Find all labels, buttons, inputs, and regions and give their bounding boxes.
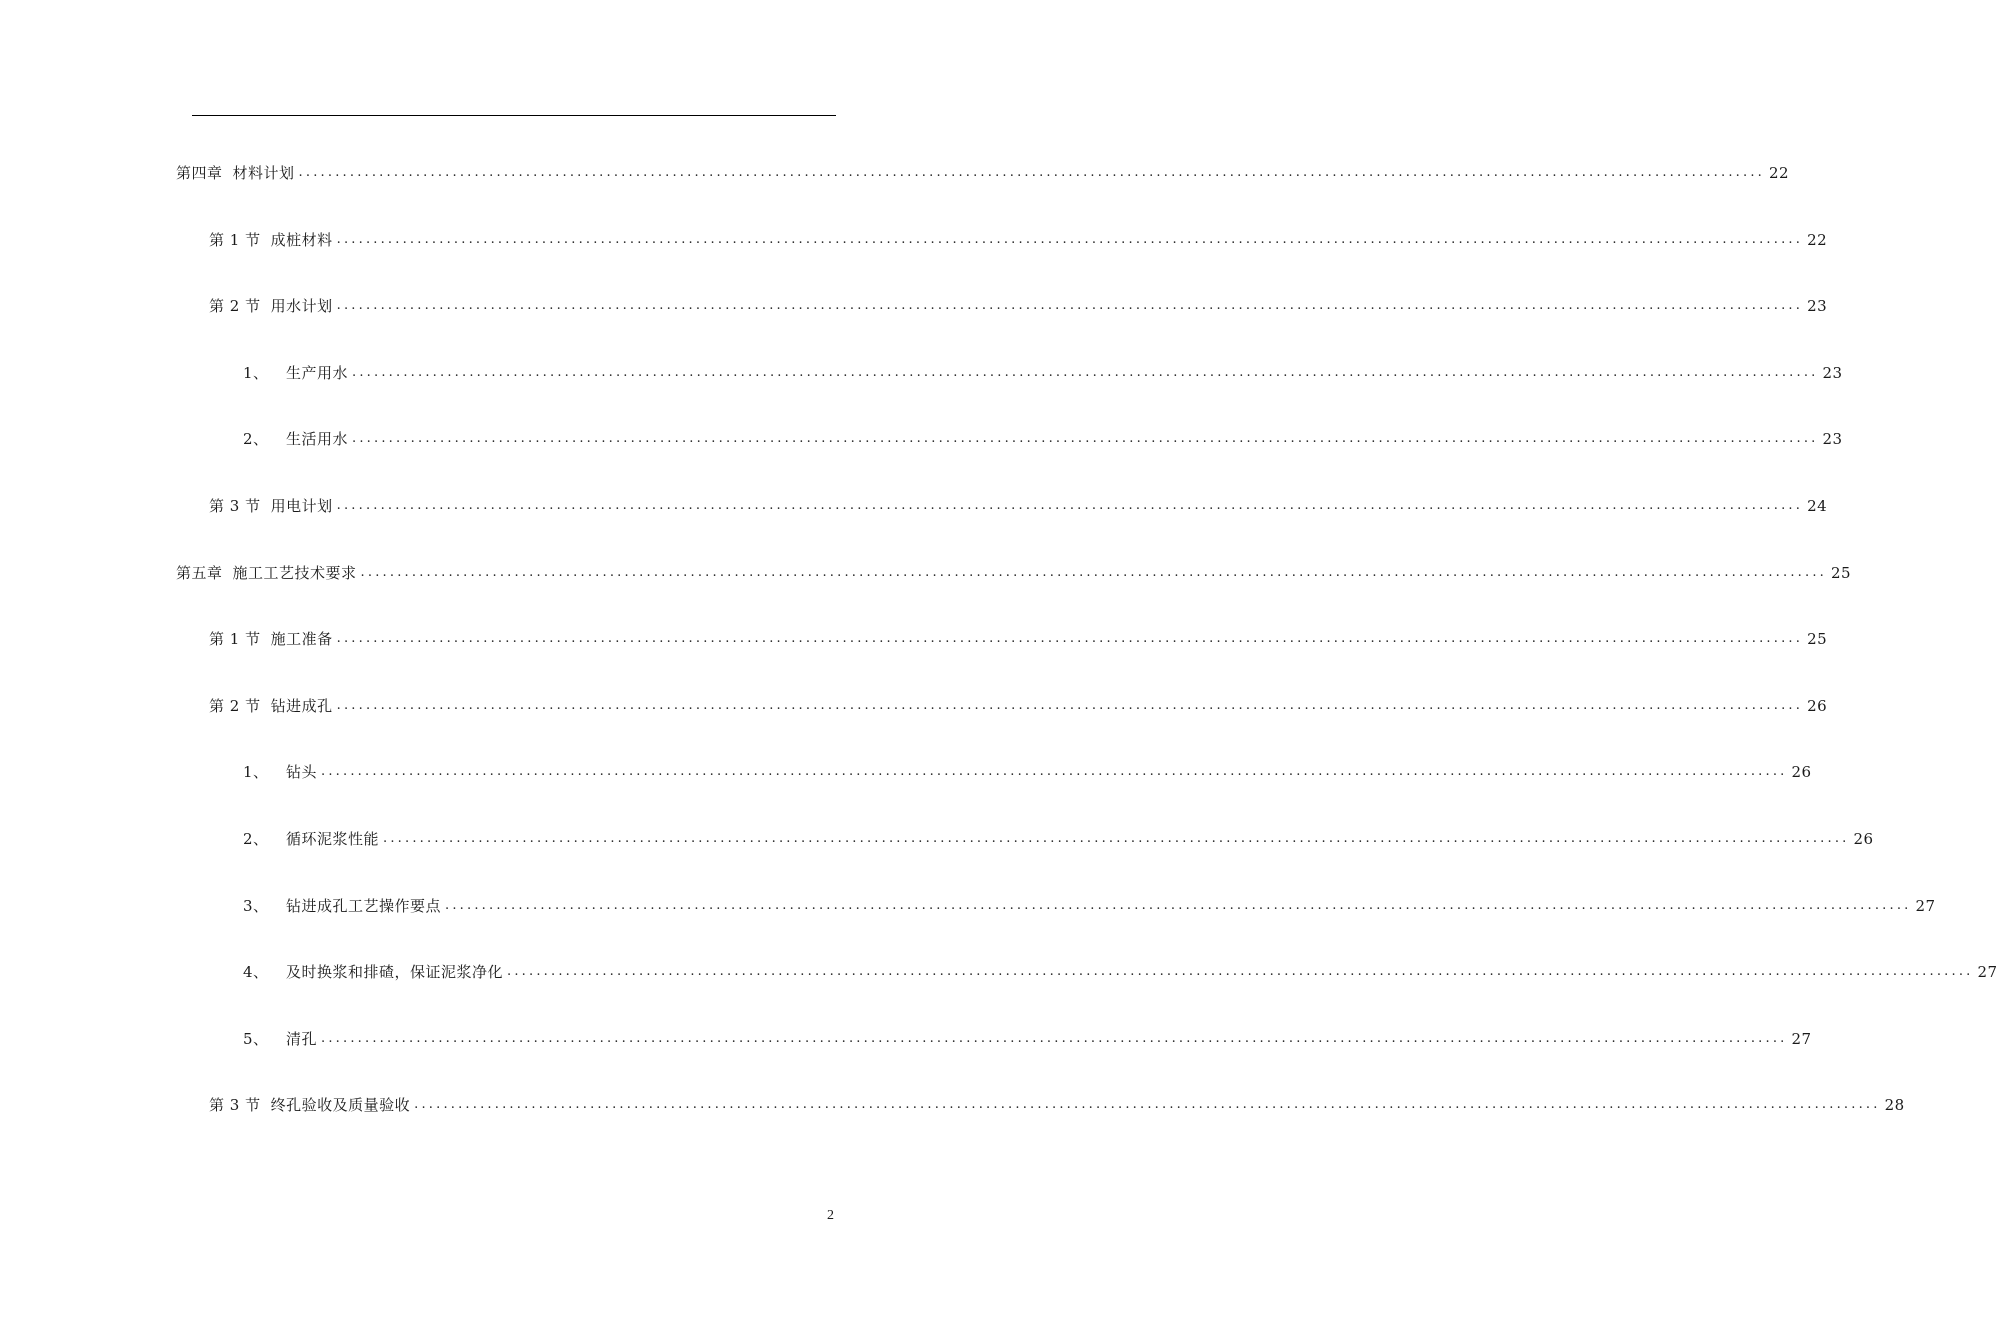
toc-entry[interactable] <box>176 162 1790 184</box>
toc-entry[interactable] <box>243 961 1998 983</box>
toc-entry-number: 第 3 节 <box>209 497 261 515</box>
toc-dot-leader: ........................................................................................................................................................................................................ <box>336 698 1804 713</box>
toc-dot-leader: ........................................................................................................................................................................................................ <box>507 964 1974 979</box>
toc-entry-page: 27 <box>1791 1030 1812 1048</box>
toc-entry[interactable] <box>243 828 1874 850</box>
toc-entry-title: 生活用水 <box>286 430 349 448</box>
toc-entry-number: 第 2 节 <box>209 297 261 315</box>
toc-entry-title: 钻进成孔 <box>270 697 333 715</box>
toc-entry-page: 22 <box>1769 164 1790 182</box>
toc-entry-number: 4、 <box>243 963 269 981</box>
toc-entry-title: 及时换浆和排碴，保证泥浆净化 <box>286 963 504 981</box>
toc-entry-title: 生产用水 <box>286 364 349 382</box>
toc-entry-number: 2、 <box>243 430 269 448</box>
toc-entry[interactable] <box>243 362 1843 384</box>
toc-entry-page: 23 <box>1807 297 1828 315</box>
toc-dot-leader: ........................................................................................................................................................................................................ <box>383 831 1850 846</box>
toc-dot-leader: ........................................................................................................................................................................................................ <box>336 498 1804 513</box>
toc-dot-leader: ........................................................................................................................................................................................................ <box>336 298 1804 313</box>
toc-entry-page: 26 <box>1807 697 1828 715</box>
toc-entry[interactable] <box>243 761 1812 783</box>
toc-entry[interactable] <box>209 229 1828 251</box>
toc-entry-title: 用水计划 <box>270 297 333 315</box>
toc-entry-number: 1、 <box>243 364 269 382</box>
toc-entry-title: 钻进成孔工艺操作要点 <box>286 897 442 915</box>
toc-dot-leader: ........................................................................................................................................................................................................ <box>321 1031 1788 1046</box>
toc-entry-number: 第五章 <box>176 564 223 582</box>
toc-entry-title: 循环泥浆性能 <box>286 830 380 848</box>
toc-dot-leader: ........................................................................................................................................................................................................ <box>336 232 1804 247</box>
toc-entry-title: 钻头 <box>286 763 318 781</box>
toc-entry-page: 25 <box>1831 564 1852 582</box>
toc-dot-leader: ........................................................................................................................................................................................................ <box>445 898 1912 913</box>
toc-entry[interactable] <box>209 695 1828 717</box>
toc-entry[interactable] <box>209 1094 1905 1116</box>
toc-entry-number: 1、 <box>243 763 269 781</box>
toc-entry-title: 材料计划 <box>232 164 295 182</box>
toc-entry[interactable] <box>209 295 1828 317</box>
toc-dot-leader: ........................................................................................................................................................................................................ <box>321 764 1788 779</box>
toc-dot-leader: ........................................................................................................................................................................................................ <box>352 365 1819 380</box>
toc-entry-number: 第四章 <box>176 164 223 182</box>
toc-entry[interactable] <box>209 628 1828 650</box>
toc-entry-title: 成桩材料 <box>270 231 333 249</box>
toc-entry-number: 第 3 节 <box>209 1096 261 1114</box>
toc-entry-title: 施工工艺技术要求 <box>232 564 357 582</box>
toc-entry-page: 24 <box>1807 497 1828 515</box>
toc-entry-number: 3、 <box>243 897 269 915</box>
toc-dot-leader: ........................................................................................................................................................................................................ <box>298 165 1765 180</box>
toc-entry-title: 终孔验收及质量验收 <box>270 1096 411 1114</box>
toc-entry-number: 5、 <box>243 1030 269 1048</box>
toc-dot-leader: ........................................................................................................................................................................................................ <box>352 431 1819 446</box>
toc-entry-page: 23 <box>1822 430 1843 448</box>
page-number: 2 <box>827 1208 834 1223</box>
toc-entry-page: 28 <box>1884 1096 1905 1114</box>
toc-dot-leader: ........................................................................................................................................................................................................ <box>360 565 1827 580</box>
toc-entry-number: 第 1 节 <box>209 231 261 249</box>
toc-entry-page: 25 <box>1807 630 1828 648</box>
toc-dot-leader: ........................................................................................................................................................................................................ <box>336 631 1804 646</box>
toc-entry-page: 26 <box>1853 830 1874 848</box>
toc-entry-number: 第 1 节 <box>209 630 261 648</box>
toc-entry[interactable] <box>209 495 1828 517</box>
toc-dot-leader: ........................................................................................................................................................................................................ <box>414 1097 1881 1112</box>
toc-entry-page: 27 <box>1977 963 1998 981</box>
toc-entry-page: 23 <box>1822 364 1843 382</box>
toc-entry-number: 第 2 节 <box>209 697 261 715</box>
toc-entry-page: 27 <box>1915 897 1936 915</box>
toc-entry-page: 26 <box>1791 763 1812 781</box>
toc-entry[interactable] <box>243 428 1843 450</box>
toc-entry-number: 2、 <box>243 830 269 848</box>
toc-entry-page: 22 <box>1807 231 1828 249</box>
toc-entry[interactable] <box>243 895 1936 917</box>
toc-entry-title: 用电计划 <box>270 497 333 515</box>
toc-entry[interactable] <box>243 1028 1812 1050</box>
toc-entry[interactable] <box>176 562 1852 584</box>
toc-entry-title: 清孔 <box>286 1030 318 1048</box>
toc-entry-title: 施工准备 <box>270 630 333 648</box>
